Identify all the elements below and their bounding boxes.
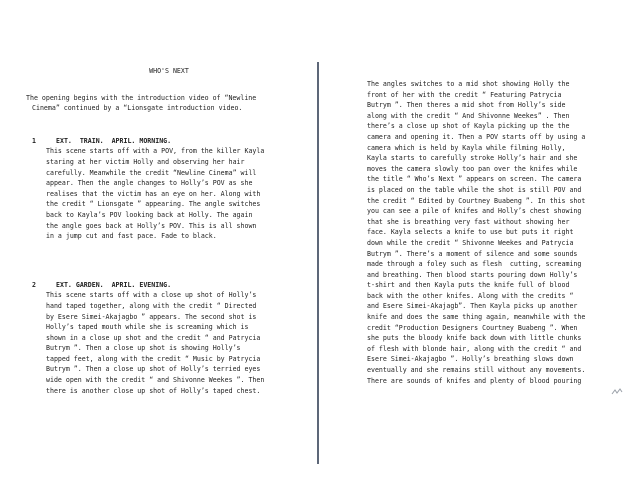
- scene-line: hand taped together, along with the credit “ Directed: [46, 301, 257, 310]
- continued-line: is placed on the table while the shot is still POV and: [367, 185, 582, 194]
- scene-line: tapped feet, along with the credit “ Music by Patrycia: [46, 354, 261, 363]
- continued-line: eventually and she remains still without any movements.: [367, 366, 586, 375]
- scene-line: the credit “ Lionsgate ” appearing. The angle switches: [46, 200, 261, 209]
- scene-number: 2: [32, 280, 36, 289]
- scene-heading: [26, 136, 298, 147]
- scene-line: Butrym ”. Then a close up shot is showing Holly’s: [46, 344, 241, 353]
- continued-line: and Esere Simei-Akajagb”. Then Kayla picks up another: [367, 302, 578, 311]
- continued-line: Butrym ”. There’s a moment of silence and some sounds: [367, 249, 578, 258]
- scene-line: carefully. Meanwhile the credit “Newline Cinema” will: [46, 168, 257, 177]
- scene-line: staring at her victim Holly and observing her hair: [46, 157, 245, 166]
- continued-line: credit “Production Designers Courtney Buabeng ”. When: [367, 323, 578, 332]
- scene-line: in a jump cut and fast pace. Fade to black.: [46, 232, 217, 241]
- cursor-icon: [611, 388, 623, 396]
- scene-2: [26, 280, 298, 397]
- continued-line: that she is breathing very fast without showing her: [367, 217, 570, 226]
- continued-line: There are sounds of knifes and plenty of blood pouring: [367, 376, 582, 385]
- continued-line: down while the credit “ Shivonne Weekes and Patrycia: [367, 238, 574, 247]
- intro-paragraph: [26, 93, 298, 114]
- scene-number: 1: [32, 136, 36, 145]
- scene-line: This scene starts off with a POV, from the killer Kayla: [46, 147, 265, 156]
- scene-heading-text: EXT. TRAIN. APRIL. MORNING.: [56, 136, 172, 145]
- page-left-column: [26, 66, 298, 424]
- continued-line: you can see a pile of knifes and Holly’s chest showing: [367, 207, 582, 216]
- continued-line: Butrym ”. Then theres a mid shot from Holly’s side: [367, 101, 566, 110]
- continued-line: along with the credit “ And Shivonne Weekes” . Then: [367, 111, 570, 120]
- continued-line: front of her with the credit “ Featuring Patrycia: [367, 90, 562, 99]
- scene-line: the angle goes back at Holly’s POV. This is all shown: [46, 221, 257, 230]
- intro-line: Cinema” continued by a “Lionsgate introduction video.: [32, 104, 243, 113]
- continued-line: made through a foley such as flesh cutting, screaming: [367, 260, 582, 269]
- scene-line: wide open with the credit “ and Shivonne Weekes ”. Then: [46, 376, 265, 385]
- scene-line: back to Kayla’s POV looking back at Holly. The again: [46, 210, 253, 219]
- continued-line: the title “ Who’s Next ” appears on screen. The camera: [367, 175, 582, 184]
- intro-line: The opening begins with the introduction video of “Newline: [26, 93, 257, 102]
- document-title: WHO'S NEXT: [149, 67, 189, 75]
- scene-1: [26, 136, 298, 242]
- continued-line: Kayla starts to carefully stroke Holly’s hair and she: [367, 154, 578, 163]
- continued-line: of flesh with blonde hair, along with the credit “ and: [367, 344, 582, 353]
- scene-line: appear. Then the angle changes to Holly’s POV as she: [46, 179, 253, 188]
- continued-line: she puts the bloody knife back down with little chunks: [367, 334, 582, 343]
- continued-line: knife and does the same thing again, meanwhile with the: [367, 313, 586, 322]
- column-divider: [317, 62, 319, 464]
- scene-line: Butrym ”. Then a close up shot of Holly’s terried eyes: [46, 365, 261, 374]
- continued-line: The angles switches to a mid shot showing Holly the: [367, 80, 570, 88]
- scene-line: realises that the victim has an eye on her. Along with: [46, 189, 261, 198]
- scene-heading: [26, 280, 298, 291]
- continued-line: and breathing. Then blood starts pouring down Holly’s: [367, 270, 578, 279]
- continued-line: moves the camera slowly too pan over the knifes while: [367, 164, 578, 173]
- continued-line: the credit “ Edited by Courtney Buabeng ”. In this shot: [367, 196, 586, 205]
- page-right-column: [367, 79, 629, 386]
- scene-heading-text: EXT. GARDEN. APRIL. EVENING.: [56, 280, 172, 289]
- continued-line: back with the other knifes. Along with the credits “: [367, 291, 574, 300]
- scene-line: by Esere Simei-Akajagbo ” appears. The second shot is: [46, 312, 257, 321]
- continued-line: t-shirt and then Kayla puts the knife full of blood: [367, 281, 570, 290]
- scene-line: shown in a close up shot and the credit “ and Patrycia: [46, 333, 261, 342]
- continued-line: face. Kayla selects a knife to use but puts it right: [367, 228, 574, 237]
- scene-body: [46, 290, 298, 396]
- scene-line: there is another close up shot of Holly’s taped chest.: [46, 386, 261, 395]
- scene-line: This scene starts off with a close up shot of Holly’s: [46, 291, 257, 300]
- continued-line: camera and opening it. Then a POV starts off by using a: [367, 132, 586, 141]
- continued-line: Esere Simei-Akajagbo ”. Holly’s breathing slows down: [367, 355, 574, 364]
- continued-line: there’s a close up shot of Kayla picking up the the: [367, 122, 570, 131]
- continued-line: camera which is held by Kayla while filming Holly,: [367, 143, 566, 152]
- scene-line: Holly’s taped mouth while she is screaming which is: [46, 323, 249, 332]
- scene-body: [46, 146, 298, 241]
